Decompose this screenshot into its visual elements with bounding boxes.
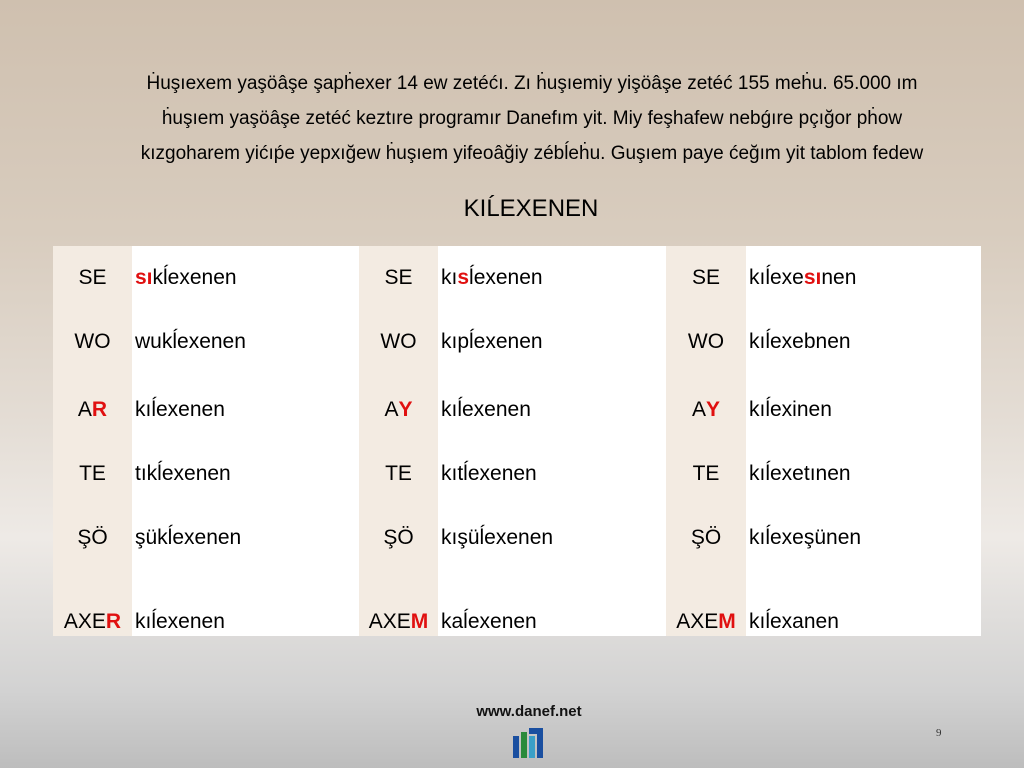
pronoun-text: AXE (63, 610, 106, 633)
verb-text: kıĺexetınen (749, 462, 851, 485)
pronoun-text: WO (74, 330, 111, 353)
pronoun-text: ŞÖ (690, 526, 722, 549)
verb-highlight: sı (803, 266, 822, 289)
danef-logo-icon (512, 726, 544, 758)
conjugation-group (53, 246, 132, 636)
pronoun-text: WO (380, 330, 417, 353)
verb-form-cell (438, 246, 666, 310)
pronoun-cell (359, 570, 438, 636)
pronoun-cell (53, 442, 132, 506)
verb-form-cell (132, 310, 359, 374)
pronoun-cell (53, 570, 132, 636)
logo-bar-light (529, 736, 535, 758)
pronoun-cell (359, 506, 438, 570)
pronoun-text: ŞÖ (77, 526, 108, 549)
pronoun-cell (666, 310, 746, 374)
pronoun-text: ŞÖ (383, 526, 414, 549)
verb-text: kĺexenen (152, 266, 237, 289)
pronoun-text: AXE (676, 610, 719, 633)
verb-highlight: sı (135, 266, 153, 289)
verb-form-cell (438, 570, 666, 636)
verb-form-cell (746, 246, 981, 310)
conjugation-table (53, 246, 981, 636)
verb-form-cell (746, 570, 981, 636)
pronoun-cell (53, 374, 132, 442)
pronoun-suffix-highlight: Y (706, 398, 721, 421)
pronoun-text: A (691, 398, 706, 421)
verb-form-cell (438, 310, 666, 374)
pronoun-suffix-highlight: R (91, 398, 108, 421)
verb-text: kıĺexenen (441, 398, 531, 421)
verb-form-cell (746, 374, 981, 442)
pronoun-text: TE (79, 462, 106, 485)
pronoun-suffix-highlight: M (718, 610, 736, 633)
website-link[interactable]: www.danef.net (476, 703, 582, 720)
verb-form-cell (438, 506, 666, 570)
pronoun-cell (359, 310, 438, 374)
intro-line: Ḣuşıexem yaşöâşe şapḣexer 14 ew zetéćı. Zı ḣuşıemiy yişöâşe zetéć 155 meḣu. 65.000 ım (146, 73, 918, 94)
pronoun-cell (53, 246, 132, 310)
conjugation-group (746, 246, 981, 636)
pronoun-cell (359, 442, 438, 506)
verb-text: kıĺexanen (749, 610, 839, 633)
verb-text: kışüĺexenen (441, 526, 554, 549)
logo-bar-blue (513, 736, 519, 758)
verb-form-cell (132, 506, 359, 570)
verb-form-cell (746, 506, 981, 570)
pronoun-cell (666, 374, 746, 442)
verb-form-cell (132, 442, 359, 506)
verb-form-cell (132, 246, 359, 310)
verb-text: kıĺexenen (135, 610, 225, 633)
verb-text: kaĺexenen (441, 610, 537, 633)
table-title: KIĹEXENEN (463, 195, 599, 222)
verb-text: nen (821, 266, 857, 289)
conjugation-group (132, 246, 359, 636)
pronoun-suffix-highlight: M (410, 610, 429, 633)
verb-form-cell (438, 374, 666, 442)
verb-highlight: s (457, 266, 470, 289)
pronoun-text: A (384, 398, 399, 421)
verb-text: tıkĺexenen (135, 462, 231, 485)
page-number: 9 (936, 727, 942, 739)
verb-text: kıĺexinen (749, 398, 832, 421)
pronoun-cell (53, 506, 132, 570)
pronoun-text: TE (692, 462, 720, 485)
verb-text: ĺexenen (469, 266, 543, 289)
intro-line: kızgoharem yićıṕe yepxığew ḣuşıem yifeoâğiy zébĺeḣu. Guşıem paye ćeğım yit tablom fedew (140, 143, 924, 164)
pronoun-cell (666, 570, 746, 636)
verb-text: kıĺexe (749, 266, 804, 289)
verb-text: kıĺexeşünen (749, 526, 862, 549)
verb-text: kıtĺexenen (441, 462, 537, 485)
pronoun-text: TE (385, 462, 412, 485)
verb-form-cell (132, 374, 359, 442)
pronoun-text: SE (384, 266, 413, 289)
pronoun-cell (359, 246, 438, 310)
verb-form-cell (438, 442, 666, 506)
pronoun-cell (666, 506, 746, 570)
pronoun-text: A (77, 398, 92, 421)
intro-line: ḣuşıem yaşöâşe zetéć keztıre programır Danefım yit. Miy feşhafew nebǵıre pçığor pḣow (161, 108, 903, 129)
verb-text: kıpĺexenen (441, 330, 543, 353)
conjugation-group (666, 246, 746, 636)
pronoun-cell (359, 374, 438, 442)
verb-text: şükĺexenen (135, 526, 242, 549)
verb-text: kıĺexebnen (749, 330, 851, 353)
pronoun-text: AXE (368, 610, 411, 633)
pronoun-cell (53, 310, 132, 374)
pronoun-text: SE (691, 266, 720, 289)
conjugation-group (359, 246, 438, 636)
pronoun-suffix-highlight: Y (398, 398, 413, 421)
pronoun-cell (666, 246, 746, 310)
logo-bar-green (521, 732, 527, 758)
pronoun-text: SE (78, 266, 107, 289)
verb-form-cell (746, 310, 981, 374)
verb-form-cell (746, 442, 981, 506)
verb-form-cell (132, 570, 359, 636)
pronoun-suffix-highlight: R (105, 610, 122, 633)
verb-text: kıĺexenen (135, 398, 225, 421)
pronoun-cell (666, 442, 746, 506)
intro-paragraph (40, 66, 1024, 171)
conjugation-group (438, 246, 666, 636)
verb-text: wukĺexenen (135, 330, 246, 353)
verb-text: kı (441, 266, 458, 289)
pronoun-text: WO (687, 330, 725, 353)
